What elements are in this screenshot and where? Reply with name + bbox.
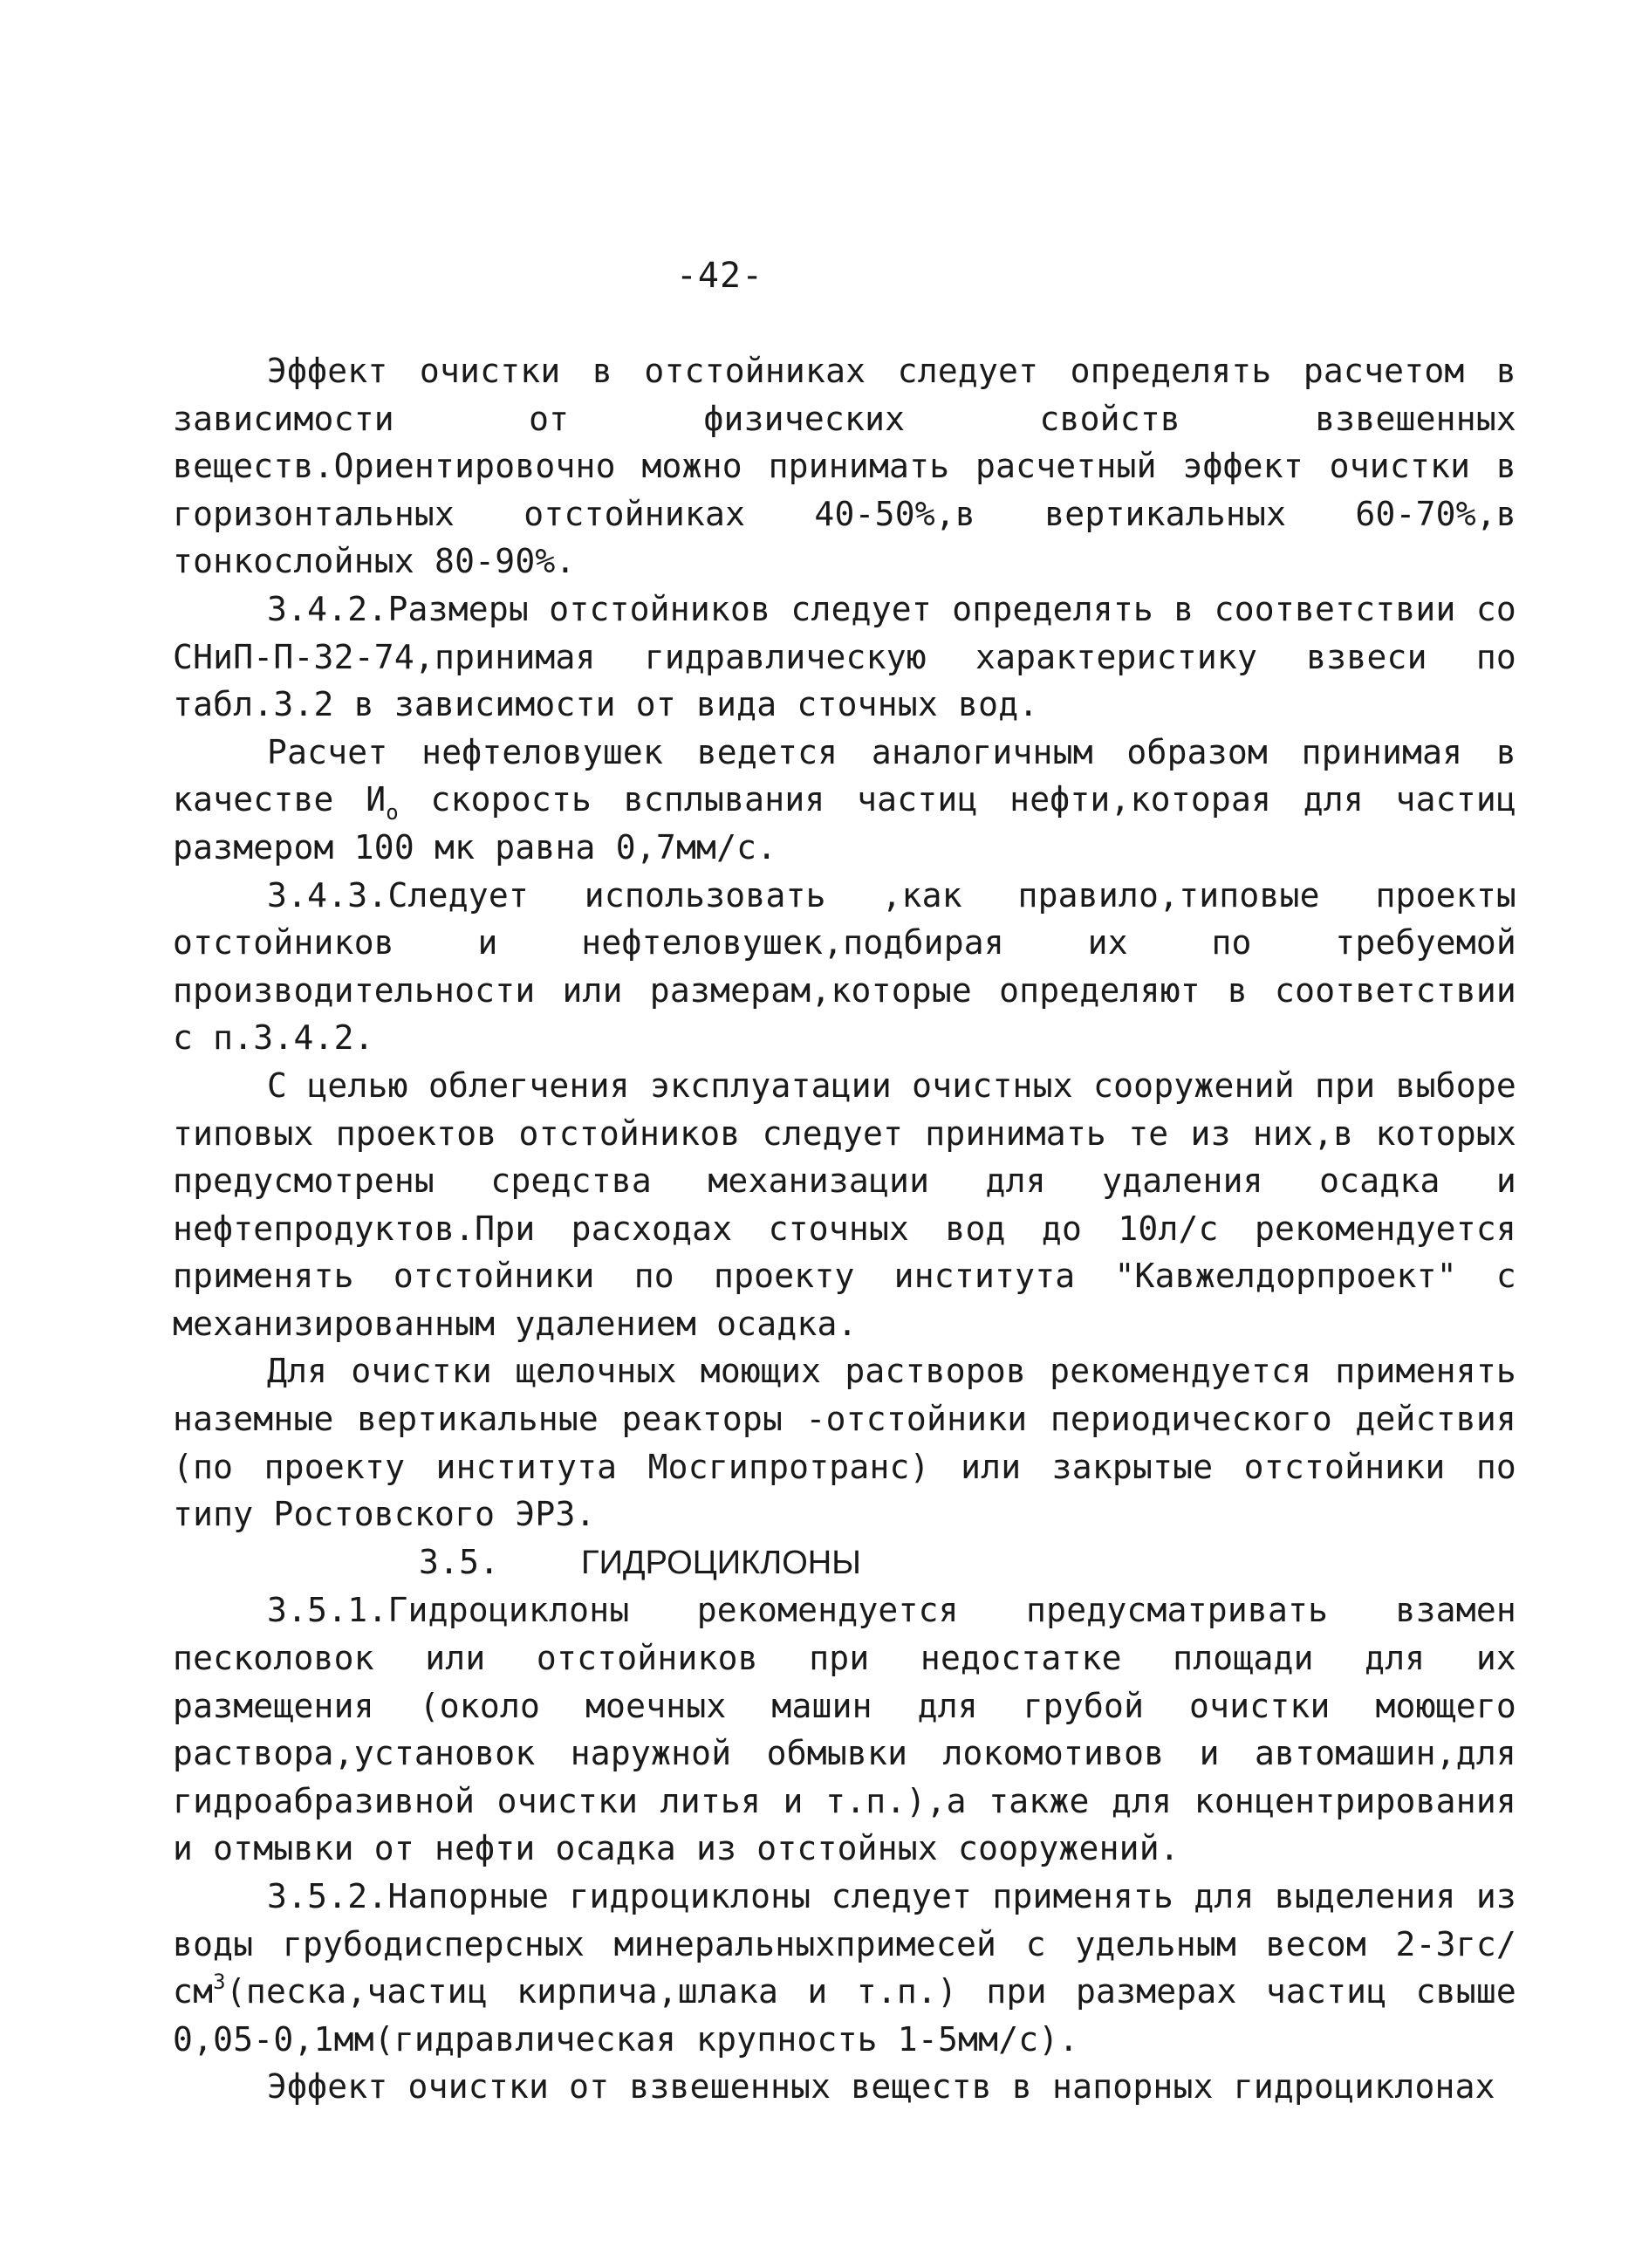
paragraph-mechanization: С целью облегчения эксплуатации очистных сооружений при выборе типовых проектов отстойников следует принимать те из них,в которых предусмотрены средства механизации для удаления осадка и нефтепродуктов.При расходах сточных вод до 10л/с рекомендуется применять отстойники по проекту института "Кавжелдорпроект" с механизированным удалением осадка. xyxy=(173,1065,1516,1343)
paragraph-3-5-1: 3.5.1.Гидроциклоны рекомендуется предусматривать взамен песколовок или отстойников при недостатке площади для их размещения (около моечных машин для грубой очистки моющего раствора,установок наружной обмывки локомотивов и автомашин,для гидроабразивной очистки литья и т.п.),а также для концентрирования и отмывки от нефти осадка из отстойных сооружений. xyxy=(173,1591,1516,1868)
paragraph-3-4-2: 3.4.2.Размеры отстойников следует определять в соответствии со СНиП-П-32-74,принимая гидравлическую характеристику взвеси по табл.3.2 в зависимости от вида сточных вод. xyxy=(173,589,1516,724)
paragraph-3-5-2-text-b: (песка,частиц кирпича,шлака и т.п.) при размерах частиц свыше 0,05-0,1мм(гидравлическая крупность 1-5мм/с). xyxy=(173,1972,1516,2059)
paragraph-oil-trap-calculation xyxy=(173,729,1516,872)
paragraph-settling-efficiency: Эффект очистки в отстойниках следует определять расчетом в зависимости от физических свойств взвешенных веществ.Ориентировочно можно принимать расчетный эффект очистки в горизонтальных отстойниках 40-50%,в вертикальных 60-70%,в тонкослойных 80-90%. xyxy=(173,352,1516,581)
section-heading xyxy=(173,1538,1516,1587)
velocity-symbol: И xyxy=(366,780,387,819)
paragraph-3-5-2 xyxy=(173,1873,1516,2063)
section-number: 3.5. xyxy=(419,1542,500,1581)
cubic-superscript: 3 xyxy=(213,1970,226,1995)
paragraph-3-5-2-text-a: 3.5.2.Напорные гидроциклоны следует применять для выделения из воды грубодисперсных минеральныхпримесей с удельным весом 2-3гс/см xyxy=(173,1877,1516,2011)
section-title: ГИДРОЦИКЛОНЫ xyxy=(581,1544,861,1581)
paragraph-alkaline-solutions: Для очистки щелочных моющих растворов рекомендуется применять наземные вертикальные реакторы -отстойники периодического действия (по проекту института Мосгипротранс) или закрытые отстойники по типу Ростовского ЭРЗ. xyxy=(173,1352,1516,1534)
document-body xyxy=(173,347,1516,2111)
paragraph-hydrocyclone-efficiency: Эффект очистки от взвешенных веществ в напорных гидроциклонах xyxy=(267,2067,1495,2107)
page-number: -42- xyxy=(675,256,764,296)
paragraph-3-4-3: 3.4.3.Следует использовать ,как правило,типовые проекты отстойников и нефтеловушек,подбирая их по требуемой производительности или размерам,которые определяют в соответствии с п.3.4.2. xyxy=(173,875,1516,1058)
paragraph-oil-trap-text-b: скорость всплывания частиц нефти,которая для частиц размером 100 мк равна 0,7мм/с. xyxy=(173,780,1516,867)
paragraph-oil-trap-text-a: Расчет нефтеловушек ведется аналогичным образом принимая в качестве xyxy=(173,732,1516,819)
velocity-subscript: о xyxy=(386,800,399,826)
